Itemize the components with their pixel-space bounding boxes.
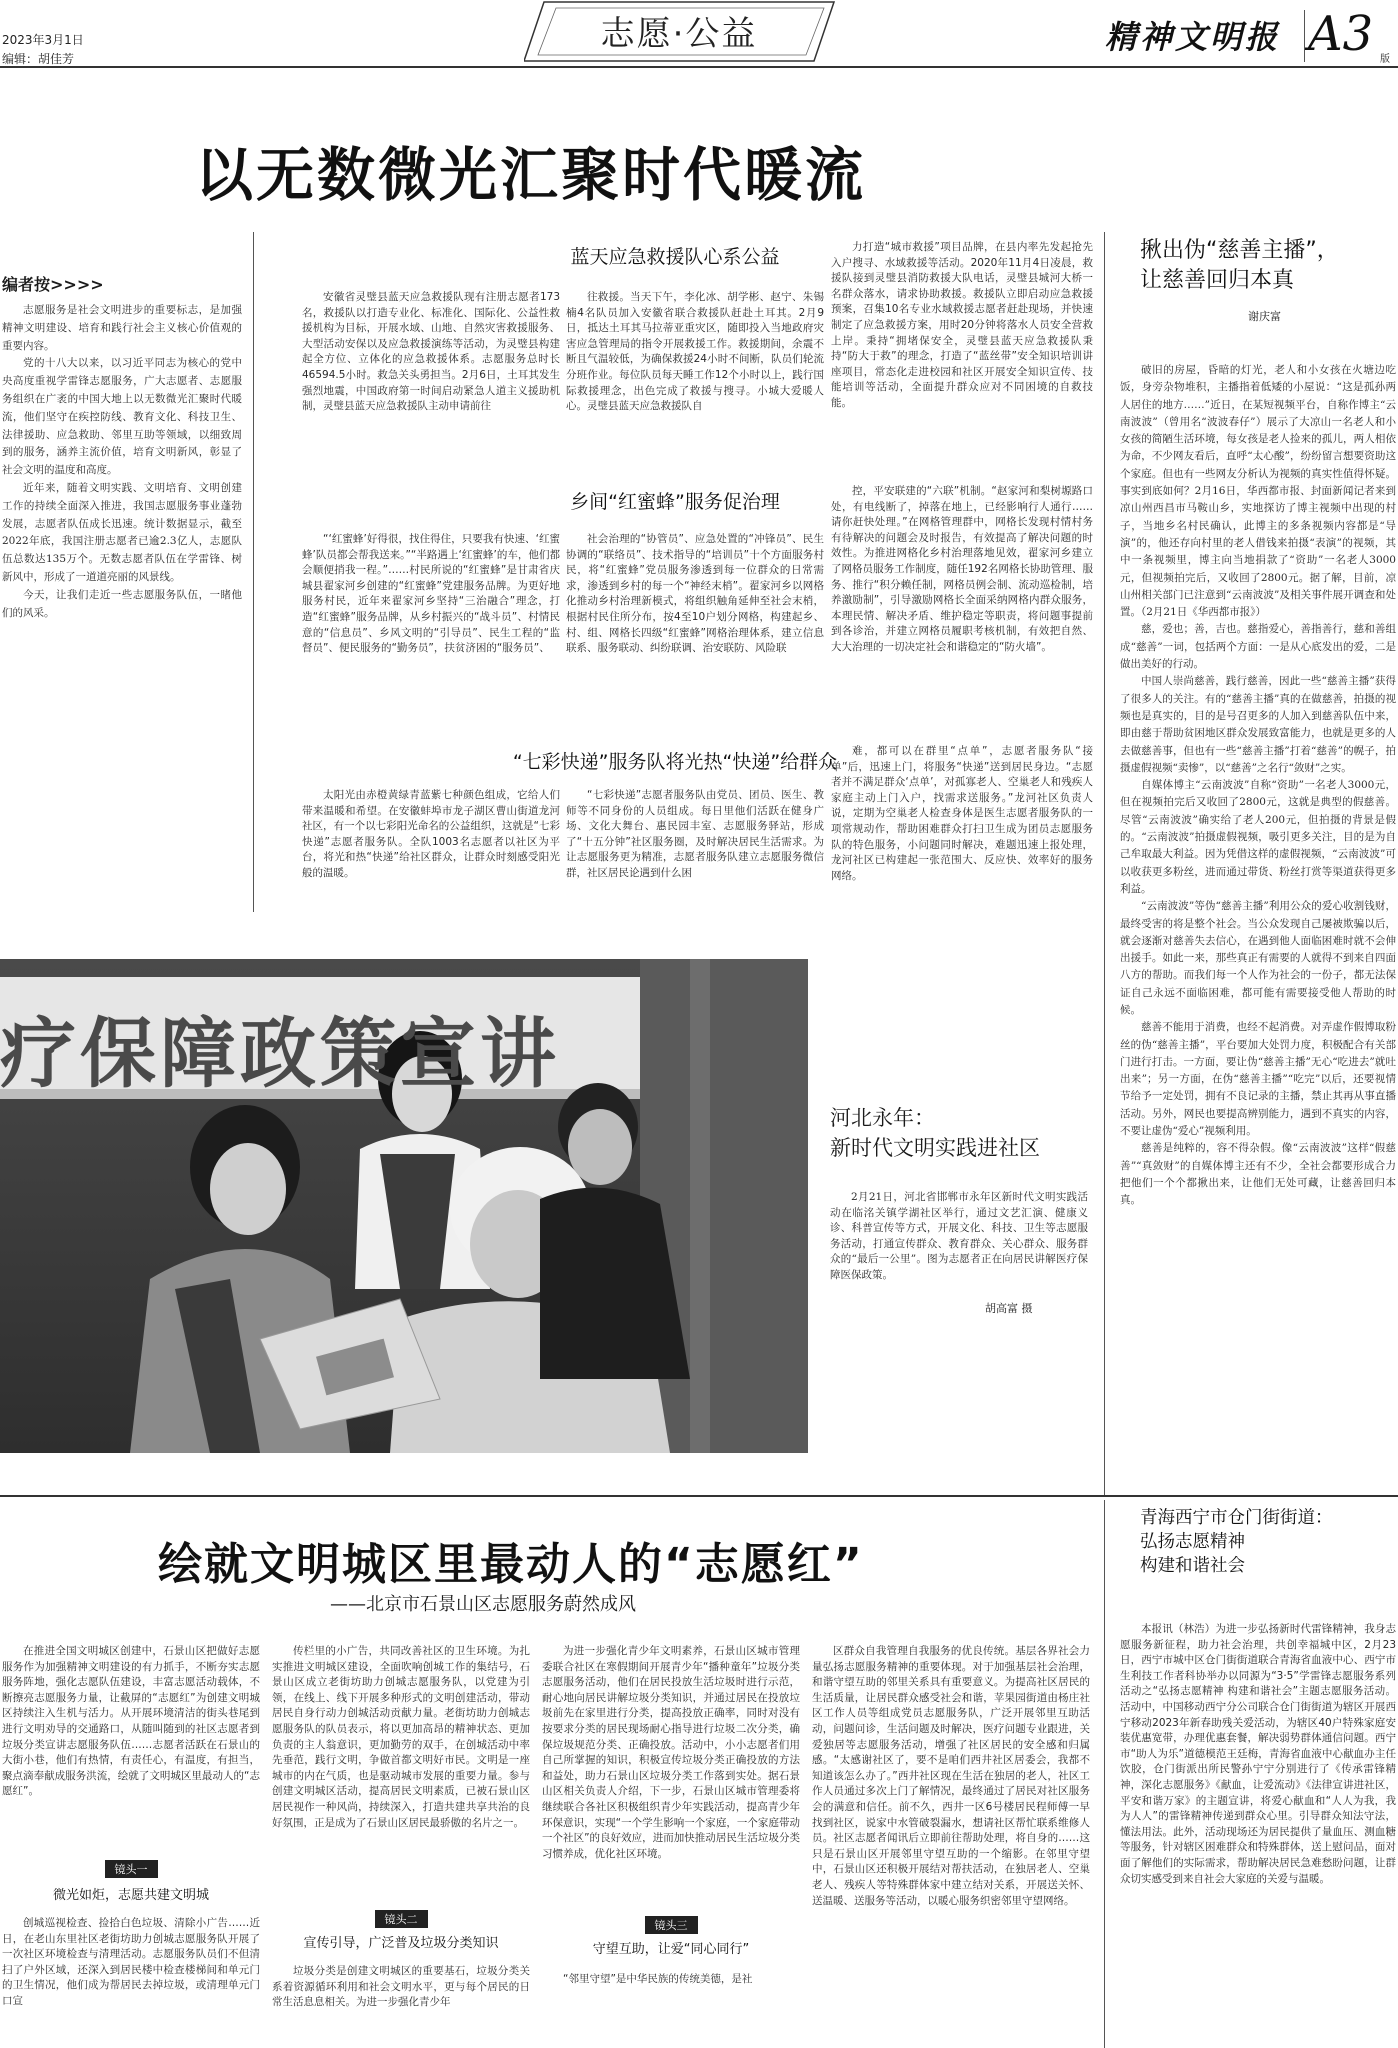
- commentary-body: [1120, 362, 1396, 1438]
- header-rule: [0, 66, 1398, 68]
- story3-col3: [831, 744, 1093, 908]
- feature-subheadline: ——北京市石景山区志愿服务蔚然成风: [330, 1594, 636, 1615]
- editor-note-para: 今天，让我们走近一些志愿服务队伍，一睹他们的风采。: [2, 588, 242, 619]
- story3-text: 太阳光由赤橙黄绿青蓝紫七种颜色组成，它给人们带来温暖和希望。在安徽蚌埠市龙子湖区曹山街道龙河社区，有一个以七彩阳光命名的公益组织，这就是“七彩快递”志愿者服务队。全队1003名志愿者以社区为平台，将光和热“快递”给社区群众，让群众时刻感受阳光般的温暖。: [302, 789, 560, 879]
- feature-text: 传栏里的小广告，共同改善社区的卫生环境。为扎实推进文明城区建设，全面吹响创城工作的集结号，石景山区成立老街坊助力创城志愿服务队，以党建为引领，在线上、线下开展多种形式的文明创建活动，带动居民自身行动力创城活动贡献力量。老街坊助力创城志愿服务队的队员表示，将以更加高昂的精神状态、更加负责的主人翁意识，更加勤劳的双手，在创城活动中率先垂范，践行文明，争做首都文明好市民。文明是一座城市的内在气质，也是驱动城市发展的重要力量。参与创建文明城区活动，提高居民文明素质，已被石景山区居民视作一种风尚，持续深入，打造共建共享共治的良好氛围，正是成为了石景山区居民最骄傲的名片之一。: [272, 1645, 530, 1829]
- section-rule: [0, 1495, 1398, 1497]
- story3-col1: [302, 788, 560, 908]
- feature-col2a: [272, 1644, 530, 1894]
- feature-col4a: [812, 1644, 1090, 2046]
- story2-text: 社会治理的“协管员”、应急处置的“冲锋员”、民生协调的“联络员”、技术指导的“培训员”十个方面服务村民，将“红蜜蜂”党员服务渗透到每一位群众的日常需求，渗透到乡村的每一个“神经末梢”。翟家河乡以网格化推动乡村治理新模式，将组织触角延伸至社会末梢，根据村民住所分布，按4至10户划分网格，构建起乡、村、组、网格长四级“红蜜蜂”网格治理体系，建立信息联系、服务联动、纠纷联调、治安联防、风险联: [566, 533, 824, 655]
- feature-text: 在推进全国文明城区创建中，石景山区把做好志愿服务作为加强精神文明建设的有力抓手，不断夯实志愿服务阵地，强化志愿队伍建设，丰富志愿活动载体，不断擦亮志愿服务力量，让截屏的“志愿红”为创建文明城区持续注入生机与活力。从开展环境清洁的街头巷尾到进行文明劝导的交通路口，从随叫随到的社区志愿者到垃圾分类宣讲志愿服务队伍……志愿者活跃在石景山的大街小巷，他们有热情，有责任心，有温度，有担当，聚点滴奉献成服务洪流，绘就了文明城区里最动人的“志愿红”。: [2, 1645, 260, 1798]
- column-divider: [1104, 1500, 1105, 2048]
- feature-col1a: [2, 1644, 260, 1840]
- brief-title-line: 青海西宁市仓门街街道：: [1140, 1508, 1333, 1528]
- badge-label: 镜头一: [105, 1860, 158, 1878]
- feature-badge-2: [272, 1908, 530, 1928]
- commentary-para: “云南波波”等伪“慈善主播”利用公众的爱心收割钱财，最终受害的将是整个社会。当公众发现自己屡被欺骗以后，就会逐渐对慈善失去信心，在遇到他人面临困难时就不会伸出援手。如此一来，那些真正有需要的人就得不到来自四面八方的帮助。而我们每一个人作为社会的一份子，都无法保证自己永远不面临困难，都可能有需要接受他人帮助的时候。: [1120, 900, 1396, 1016]
- badge-label: 镜头三: [645, 1916, 698, 1934]
- feature-text: 垃圾分类是创建文明城区的重要基石，垃圾分类关系着资源循环利用和社会文明水平，更与每个居民的日常生活息息相关。为进一步强化青少年: [272, 1965, 530, 2009]
- editor-note-label: 编者按>>>>: [2, 275, 104, 294]
- story2-text: “‘红蜜蜂’好得很，找住得住，只要我有快速、‘红蜜蜂’队员都会帮我送来。”“半路遇上‘红蜜蜂’的车，他们都会顺便捎我一程。”……村民所说的“红蜜蜂”是甘肃省庆城县翟家河乡创建的“红蜜蜂”党建服务品牌。为更好地服务村民，近年来翟家河乡坚持“三治融合”理念，打造“红蜜蜂”服务品牌，从乡村振兴的“战斗员”、村情民意的“信息员”、乡风文明的“引导员”、民生工程的“监督员”、便民服务的“勤务员”，扶贫济困的“服务员”、: [302, 533, 560, 655]
- story3-text: 难，都可以在群里“点单”，志愿者服务队“接单”后，迅速上门，将服务“快递”送到居民身边。“志愿者并不满足群众‘点单’，对孤寡老人、空巢老人和残疾人家庭主动上门入户，找需求送服务。”龙河社区负责人说，定期为空巢老人检查身体是医生志愿者服务队的一项常规动作，帮助困难群众打扫卫生成为团员志愿服务队的特色服务，小问题同时解决，难题迅速上报处理，龙河社区已构建起一张范围大、反应快、效率好的服务网络。: [831, 745, 1093, 882]
- feature-badge-3: [542, 1914, 800, 1934]
- feature-text: 创城巡视检查、捡拾白色垃圾、清除小广告……近日，在老山东里社区老街坊助力创城志愿服务队开展了一次社区环境检查与清理活动。志愿服务队员们不但清扫了户外区域，还深入到居民楼中检查楼梯间和单元门的卫生情况，他们成为帮居民去掉垃圾，或清理单元门口宣: [2, 1917, 260, 2007]
- story2-text: 控，平安联建的“六联”机制。“赵家河和梨树塬路口处，有电线断了，掉落在地上，已经影响行人通行……请你赶快处理。”在网格管理群中，网格长发现村情村务有待解决的问题会及时报告，有效提高了解决问题的时效性。为推进网格化乡村治理落地见效，翟家河乡建立了网格员服务工作制度，随任192名网格长协助管理、服务、推行“积分赖任制，网格员例会制、流动巡检制，培养激励制”，引导激励网格长全面采纳网格内群众服务，本理民情、解决矛盾、维护稳定等职责，将问题事提前到各诊治，并建立网格员履职考核机制，有效把自然、大大治理的一切决定社会和谐稳定的“防火墙”。: [831, 485, 1093, 653]
- commentary-para: 慈，爱也；善，吉也。慈指爱心，善指善行，慈和善组成“慈善”一词，包括两个方面：一是从心底发出的爱，二是做出美好的行动。: [1120, 623, 1396, 671]
- editor-note-body: [2, 302, 242, 702]
- brief-title-line: 弘扬志愿精神: [1140, 1532, 1245, 1552]
- editor-note-para: 近年来，随着文明实践、文明培育、文明创建工作的持续全面深入推进，我国志愿服务事业蓬勃发展，志愿者队伍成长迅速。统计数据显示，截至2022年底，我国注册志愿者已逾2.3亿人，志愿队伍总数达135万个。无数志愿者队伍在学雷锋、树新风中，形成了一道道亮丽的风景线。: [2, 481, 242, 583]
- story1-text: 安徽省灵璧县蓝天应急救援队现有注册志愿者173名，救援队以打造专业化、标准化、国际化、公益性救援机构为目标，开展水域、山地、自然灾害救援服务、大型活动安保以及应急救援演练等活动，为灵璧县构建起全方位、立体化的应急救援体系。志愿服务总时长46594.5小时。救急关头勇担当。2月6日，土耳其发生强烈地震，中国政府第一时间启动紧急人道主义援助机制，灵璧县蓝天应急救援队主动申请前往: [302, 291, 560, 413]
- story1-col3: [831, 240, 1093, 458]
- photo-credit: 胡高富 摄: [985, 1302, 1033, 1315]
- feature-subhead-2: 宣传引导，广泛普及垃圾分类知识: [303, 1936, 499, 1951]
- story1-col1: [302, 290, 560, 460]
- commentary-title-line: 让慈善回归本真: [1140, 268, 1295, 293]
- brief-title: [1140, 1506, 1333, 1578]
- badge-label: 镜头二: [375, 1910, 428, 1928]
- feature-subhead-3: 守望互助，让爱“同心同行”: [592, 1942, 750, 1957]
- newspaper-logo: 精神文明报: [1105, 18, 1281, 56]
- feature-badge-1: [2, 1858, 260, 1878]
- commentary-author: 谢庆富: [1248, 310, 1281, 323]
- main-headline: 以无数微光汇聚时代暖流: [195, 141, 867, 209]
- story1-text: 力打造“城市救援”项目品牌，在县内率先发起抢先入户搜寻、水域救援等活动。2020年11月4日凌晨，救援队接到灵璧县消防救援大队电话，灵璧县城河大桥一名群众落水，请求协助救援。救援队立即启动应急救援预案，召集10名专业水域救援志愿者赶赴现场，并快速制定了应急救援方案，用时20分钟将落水人员安全营救上岸。秉持“拥堵保安全，灵璧县蓝天应急救援队秉持“防大于救”的理念，打造了“蓝丝带”安全知识培训讲座项目，常态化走进校园和社区开展安全知识宣传、技能培训等活动，全面提升群众应对不同困境的自救技能。: [831, 241, 1093, 409]
- brief-title-line: 构建和谐社会: [1140, 1556, 1245, 1576]
- banner-text: 疗保障政策宣讲: [0, 1009, 560, 1098]
- column-divider: [1104, 232, 1105, 1496]
- commentary-para: 自媒体博主“云南波波”自称“资助”一名老人3000元，但在视频拍完后又收回了2800元，这就是典型的假慈善。尽管“云南波波”确实给了老人200元，但拍摄的背景是假的。“云南波波”拍摄虚假视频，吸引更多关注，目的是为自己牟取最大利益。因为凭借这样的虚假视频，“云南波波”可以收获更多粉丝，进而通过带货、粉丝打赏等渠道获得更多利益。: [1120, 779, 1396, 895]
- commentary-title-line: 揪出伪“慈善主播”，: [1140, 238, 1339, 263]
- story2-title: 乡间“红蜜蜂”服务促治理: [570, 491, 780, 513]
- issue-date: 2023年3月1日: [2, 33, 84, 47]
- story2-col1: [302, 532, 560, 722]
- editor-note-para: 志愿服务是社会文明进步的重要标志，是加强精神文明建设、培育和践行社会主义核心价值观的重要内容。: [2, 304, 242, 352]
- feature-text: 区群众自我管理自我服务的优良传统。基层各界社会力量弘扬志愿服务精神的重要体现。对于加强基层社会治理，和谐守望互助的邻里关系具有重要意义。为提高社区居民的生活质量，让居民群众感受社会和谐，苹果园街道由杨庄社区工作人员等组成党员志愿服务队，广泛开展邻里互助活动，问题问诊，生活问题及时解决，医疗问题专业跟进，关爱独居等志愿服务活动，增强了社区居民的安全感和归属感。“太感谢社区了，要不是咱们西井社区居委会，我都不知道该怎么办了。”西井社区现在生活在独居的老人，社区工作人员通过多次上门了解情况，最终通过了居民对社区服务会的满意和信任。前不久，西井一区6号楼居民程师傅一早找到社区，说家中水管破裂漏水，想请社区帮忙联系维修人员。社区志愿者闻讯后立即前往帮助处理，将自身的……这只是石景山区开展邻里守望互助的一个缩影。在邻里守望中，石景山区还积极开展结对帮扶活动，在独居老人、空巢老人、残疾人等特殊群体家中建立结对关系，开展送关怀、送温暖、送服务等活动，以暖心服务织密邻里守望网络。: [812, 1645, 1090, 1907]
- feature-col1b: [2, 1916, 260, 2046]
- page-number: A3: [1308, 6, 1374, 62]
- page-suffix: 版: [1380, 54, 1390, 65]
- commentary-para: 慈善不能用于消费，也经不起消费。对弄虚作假博取粉丝的伪“慈善主播”，平台要加大处罚力度，积极配合有关部门进行打击。一方面，要让伪“慈善主播”无心“吃进去”就吐出来”；另一方面，在伪“慈善主播”“吃完”以后，还要视情节给予一定处罚，拥有不良记录的主播，禁止其再从事直播活动。另外，网民也要提高辨别能力，遇到不真实的内容，不要让虚伪“爱心”视频利用。: [1120, 1021, 1396, 1138]
- story3-text: “七彩快递”志愿者服务队由党员、团员、医生、教师等不同身份的人员组成。每日里他们活跃在健身广场、文化大舞台、惠民园丰室、志愿服务驿站，形成了“十五分钟”社区服务圈，及时解决居民生活需求。为让志愿服务更为精准，志愿者服务队建立志愿服务微信群，社区居民论遇到什么困: [566, 789, 824, 879]
- editor-note-para: 党的十八大以来，以习近平同志为核心的党中央高度重视学雷锋志愿服务，广大志愿者、志愿服务组织在广袤的中国大地上以无数微光汇聚时代暖流，他们坚守在疾控防线、教育文化、科技卫生、法律援助、应急救助、邻里互助等领域，以细致周到的服务，涵养主流价值，培育文明新风，彰显了社会文明的温度和高度。: [2, 357, 242, 477]
- brief-text: 本报讯（林浩）为进一步弘扬新时代雷锋精神，我身志愿服务新征程，助力社会治理，共创幸福城中区，2月23日，西宁市城中区仓门街街道联合青海省血液中心、西宁市生利技工作者科协举办以同源为“3·5”学雷锋志愿服务系列活动之“弘扬志愿精神 构建和谐社会”主题志愿服务活动。活动中，中国移动西宁分公司联合仓门街街道为辖区开展西宁移动2023年新春助残关爱活动，为辖区40户特殊家庭安装优惠宽带，办理优惠套餐，解决弱势群体通信问题。西宁市“助人为乐”道德模范王廷梅，青海省血液中心献血办主任饮胶，仓门街派出所民警孙宁宁分别进行了《传承雷锋精神，深化志愿服务》《献血，让爱流动》《法律宣讲进社区，平安和谐万家》的主题宣讲，将爱心献血和“人人为我，我为人人”的雷锋精神传递到群众心里。引导群众知法守法，懂法用法。此外，活动现场还为居民提供了量血压、测血糖等服务，针对辖区困难群众和特殊群体，送上慰问品，面对面了解他们的实际需求，帮助解决居民急难愁盼问题，让群众切实感受到来自社会大家庭的关爱与温暖。: [1120, 1623, 1396, 1885]
- header-divider: [1304, 10, 1305, 62]
- story1-text: 往救援。当天下午，李化冰、胡学彬、赵宁、朱锡楠4名队员加入安徽省联合救援队赶赴土耳其。2月9日，抵达土耳其马拉蒂亚重灾区，随即投入当地政府灾害应急管理局的指令开展救援工作。救援期间，余震不断且气温较低，为确保救援24小时不间断，队员们轮流分班作业。每位队员每天睡工作12个小时以上，践行国际救援理念，出色完成了救援与搜寻。小城大爱暖人心。灵璧县蓝天应急救援队自: [566, 291, 824, 413]
- commentary-para: 慈善是纯粹的，容不得杂假。像“云南波波”这样“假慈善”“真敛财”的自媒体博主还有不少，全社会都要形成合力把他们一个个都揪出来，让他们无处可藏，让慈善回归本真。: [1120, 1142, 1396, 1207]
- feature-subhead-1: 微光如炬，志愿共建文明城: [52, 1888, 209, 1903]
- commentary-title: [1140, 236, 1339, 296]
- photo-story-title: [830, 1103, 1040, 1163]
- brief-body: [1120, 1622, 1396, 2046]
- feature-col3a: [542, 1644, 800, 1894]
- story2-col3: [831, 484, 1093, 722]
- story1-col2: [566, 290, 824, 460]
- story1-title: 蓝天应急救援队心系公益: [570, 246, 780, 268]
- photo-story-title-line: 河北永年：: [830, 1106, 935, 1130]
- section-banner: [524, 0, 854, 63]
- story3-title: “七彩快递”服务队将光热“快递”给群众: [512, 751, 838, 773]
- feature-text: 为进一步强化青少年文明素养，石景山区城市管理委联合社区在寒假期间开展青少年“播种童年”垃圾分类志愿服务活动，他们在居民投放生活垃圾时进行示范，耐心地向居民讲解垃圾分类知识，并通过居民在投放垃圾前先在家里进行分类，提高投放正确率，同时对没有按要求分类的居民现场耐心指导进行垃圾二次分类，确保垃圾规范分类、正确投放。活动中，小小志愿者们用自己所掌握的知识，积极宣传垃圾分类正确投放的方法和益处，助力石景山区垃圾分类工作落到实处。据石景山区相关负责人介绍，下一步，石景山区城市管理委将继续联合各社区积极组织青少年实践活动，提高青少年环保意识，实现“一个学生影响一个家庭，一个家庭带动一个社区”的良好效应，进而加快推动居民生活垃圾分类习惯养成，优化社区环境。: [542, 1645, 800, 1860]
- story2-col2: [566, 532, 824, 722]
- commentary-para: 破旧的房屋，昏暗的灯光，老人和小女孩在火塘边吃饭，身旁杂物堆积，主播指着低矮的小屋说：“这是孤孙两人居住的地方……”近日，在某短视频平台，自称作博主“云南波波”（曾用名“波波春仔”）展示了大凉山一名老人和小女孩的简陋生活环境，每女孩是老人捡来的孤儿，两人相依为命，不少网友看后，直呼“太心酸”，纷纷留言想要资助这个家庭。但也有一些网友分析认为视频的真实性值得怀疑。事实到底如何？2月16日，华西都市报、封面新闻记者来到凉山州西昌市马鞍山乡，实地探访了博主视频中出现的村子，当地乡名村民确认，此博主的多条视频内容都是“导演”的，他还存向村里的老人借钱来拍摄“表演”的视频，其中一条视频里，博主向当地捐款了“资助”一名老人3000元，但视频拍完后，又收回了2800元。据了解，目前，凉山州相关部门已注意到“云南波波”及相关事件展开调查和处置。（2月21日《华西都市报》）: [1120, 364, 1396, 619]
- photo-caption-text: 2月21日，河北省邯郸市永年区新时代文明实践活动在临洺关镇学湖社区举行，通过文艺汇演、健康义诊、科普宣传等方式，开展文化、科技、卫生等志愿服务活动，打通宣传群众、教育群众、关心群众、服务群众的“最后一公里”。图为志愿者正在向居民讲解医疗保障医保政策。: [830, 1191, 1088, 1281]
- commentary-para: 中国人崇尚慈善，践行慈善，因此一些“慈善主播”获得了很多人的关注。有的“慈善主播”真的在做慈善，拍摄的视频也是真实的，目的是号召更多的人加入到慈善队伍中来，即由慈于帮助贫困地区群众发展致富能力，也就是更多的人去做慈善事，但也有一些“慈善主播”打着“慈善”的幌子，拍摄虚假视频“卖惨”，以“慈善”之名行“敛财”之实。: [1120, 675, 1396, 774]
- photo-story-title-line: 新时代文明实践进社区: [830, 1136, 1040, 1160]
- feature-headline: 绘就文明城区里最动人的“志愿红”: [158, 1539, 864, 1590]
- editor-credit: 编辑：胡佳芳: [2, 52, 75, 66]
- section-title: 志愿·公益: [600, 14, 758, 54]
- feature-col3b: [542, 1972, 800, 2046]
- feature-text: “邻里守望”是中华民族的传统美德，是社: [563, 1973, 753, 1985]
- story3-col2: [566, 788, 824, 908]
- photo-caption: [830, 1190, 1088, 1318]
- column-divider: [253, 232, 254, 912]
- feature-col2b: [272, 1964, 530, 2046]
- news-photo: [0, 959, 808, 1453]
